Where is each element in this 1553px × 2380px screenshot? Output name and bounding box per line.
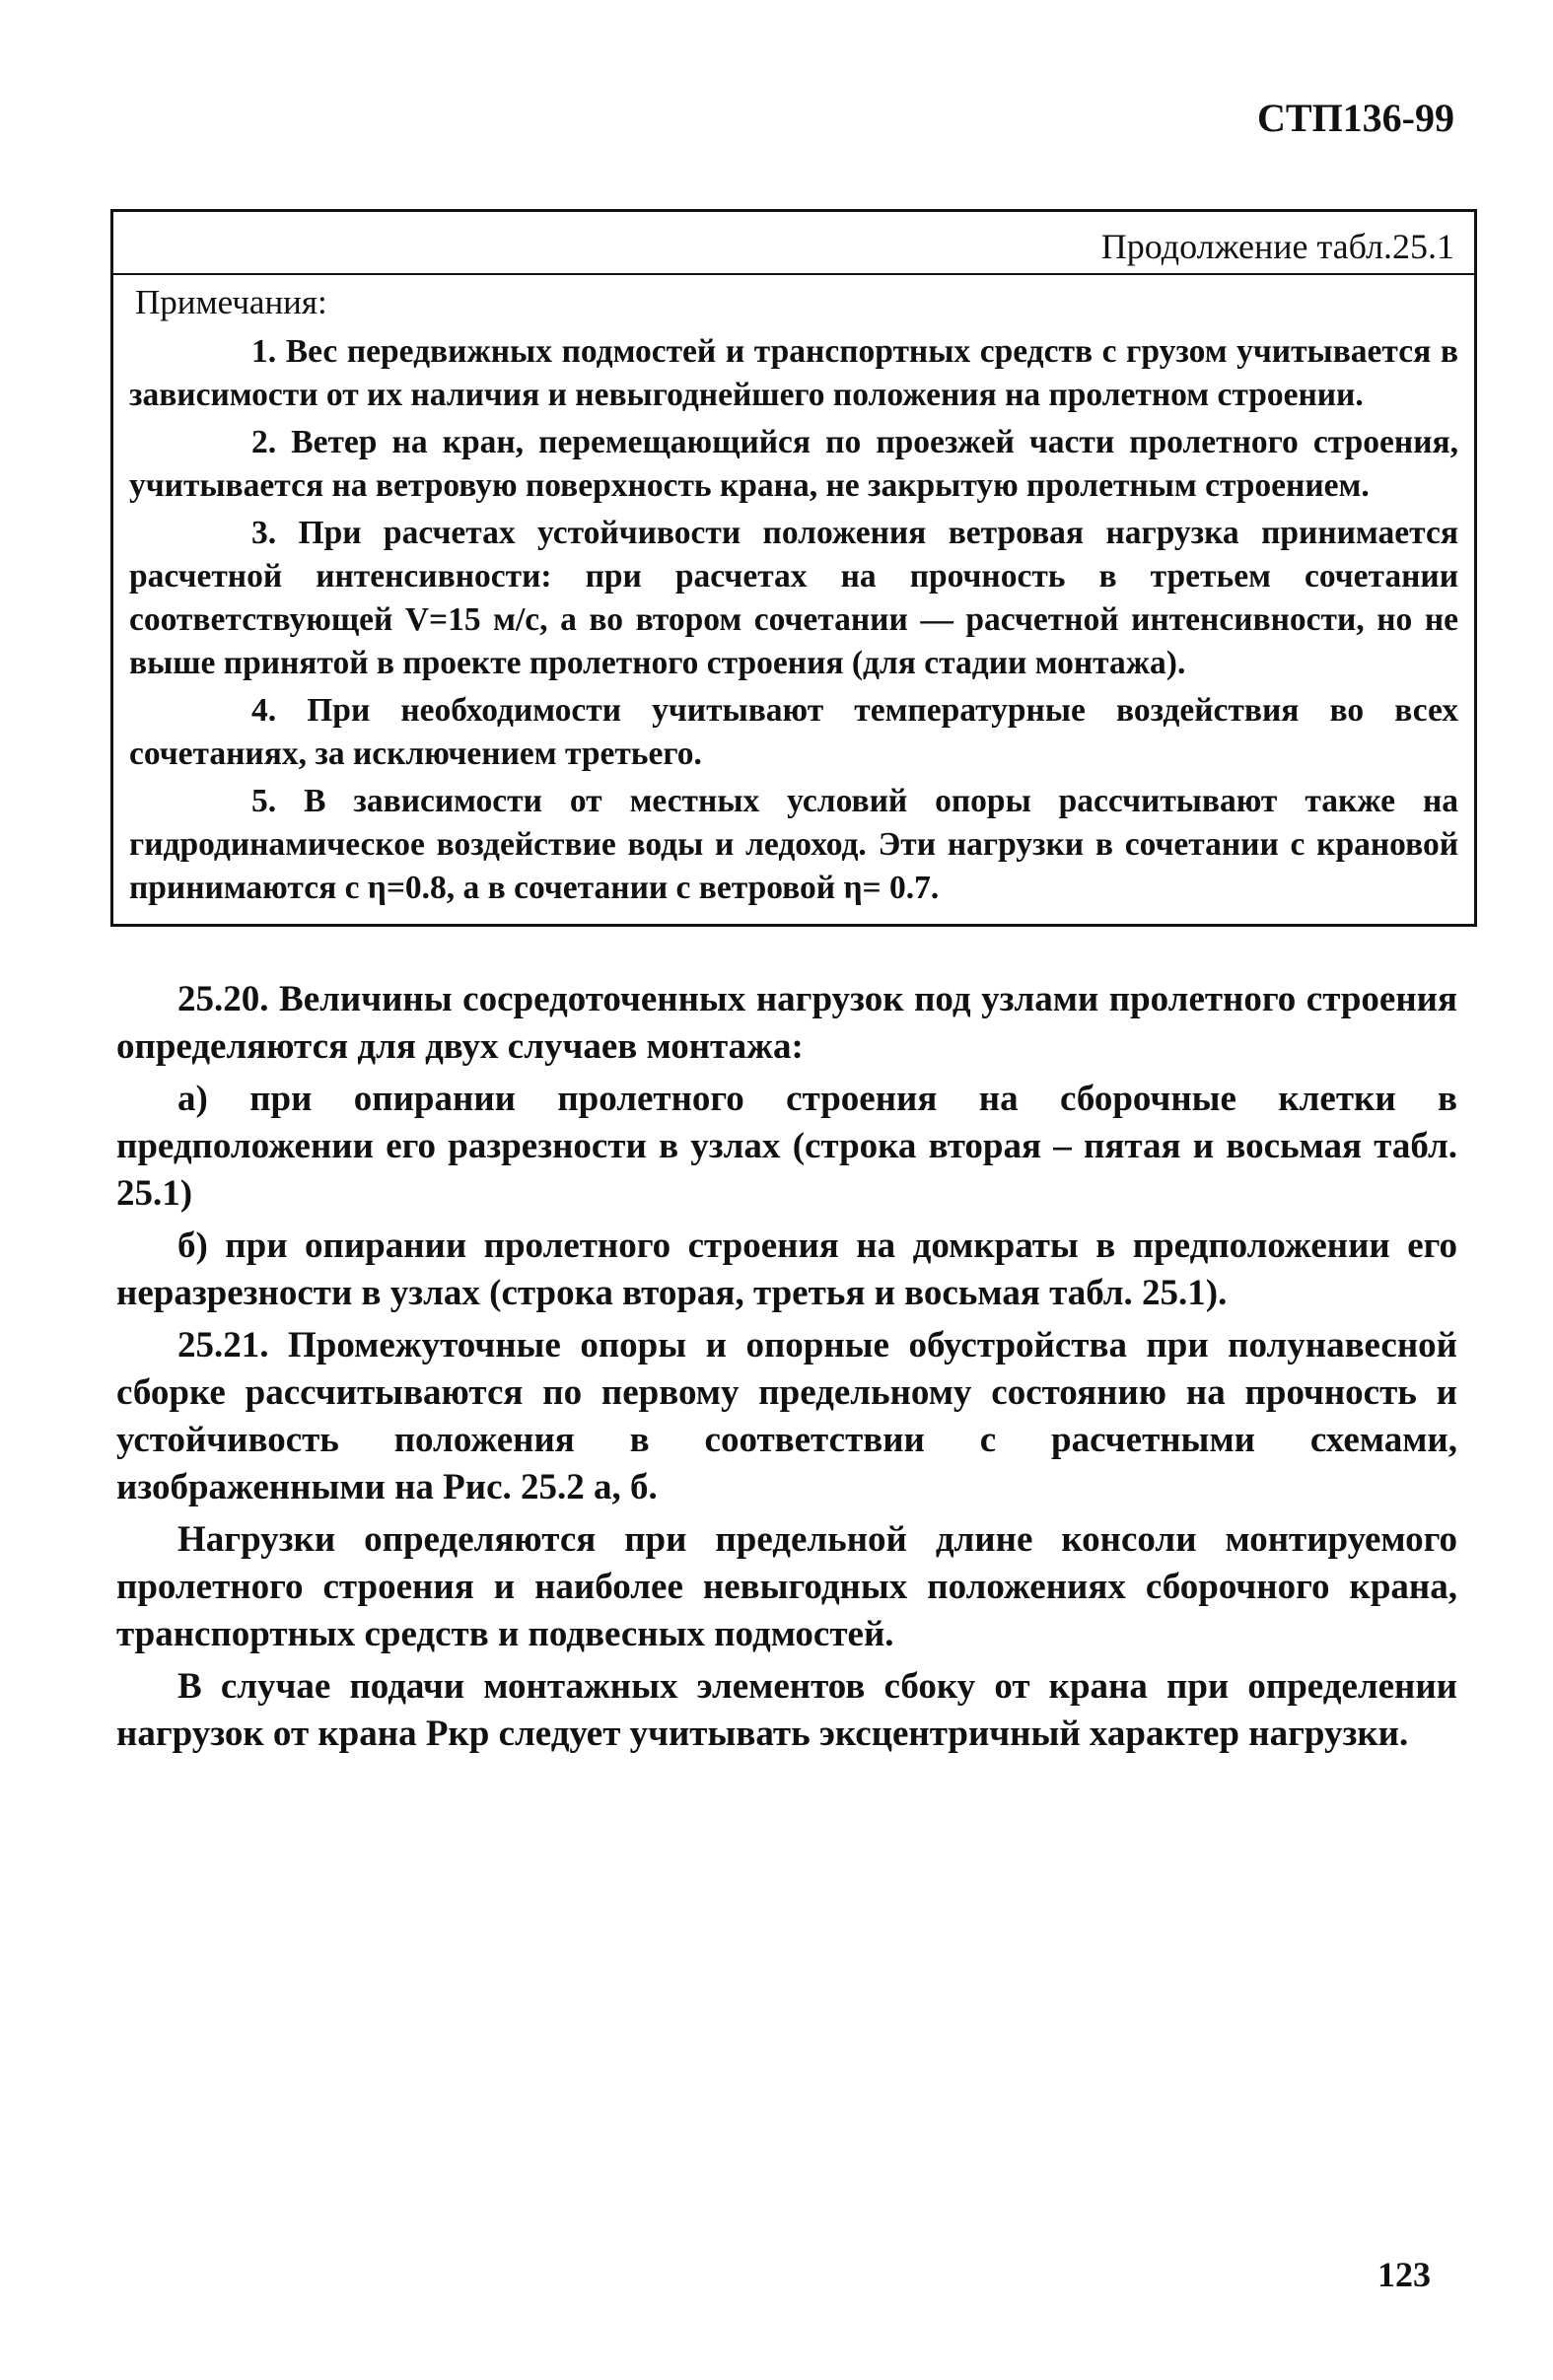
document-code: СТП136-99 <box>1257 96 1454 140</box>
paragraph-case-b: б) при опирании пролетного строения на домкраты в предположении его неразрезности в узлах (строка вторая, третья и восьмая табл. 25.1). <box>116 1225 1457 1313</box>
page-number: 123 <box>1377 2255 1431 2294</box>
paragraph-case-a: а) при опирании пролетного строения на сборочные клетки в предположении его разрезности в узлах (строка вторая – пятая и восьмая табл. 25.1) <box>116 1079 1457 1214</box>
paragraph-25-21: 25.21. Промежуточные опоры и опорные обустройства при полунавесной сборке рассчитываются по первому предельному состоянию на прочность и устойчивость положения в соответствии с расчетными схемами, изображенными на Рис. 25.2 а, б. <box>116 1325 1457 1507</box>
notes-table <box>110 209 1477 927</box>
notes-heading: Примечания: <box>135 283 327 321</box>
paragraph-crane-eccentricity: В случае подачи монтажных элементов сбоку от крана при определении нагрузок от крана Ркр следует учитывать эксцентричный характер нагрузки. <box>116 1666 1457 1754</box>
note-3: 3. При расчетах устойчивости положения ветровая нагрузка принимается расчетной интенсивности: при расчетах на прочность в третьем сочетании соответствующей V=15 м/с, а во втором сочетании — расчетной интенсивности, но не выше принятой в проекте пролетного строения (для стадии монтажа). <box>129 515 1458 681</box>
paragraph-loads: Нагрузки определяются при предельной длине консоли монтируемого пролетного строения и наиболее невыгодных положениях сборочного крана, транспортных средств и подвесных подмостей. <box>116 1519 1457 1654</box>
note-1: 1. Вес передвижных подмостей и транспортных средств с грузом учитывается в зависимости от их наличия и невыгоднейшего положения на пролетном строении. <box>129 333 1458 413</box>
table-continuation-caption: Продолжение табл.25.1 <box>113 212 1474 275</box>
paragraph-25-20: 25.20. Величины сосредоточенных нагрузок под узлами пролетного строения определяются для двух случаев монтажа: <box>116 979 1457 1067</box>
main-text <box>116 976 1457 1763</box>
note-2: 2. Ветер на кран, перемещающийся по проезжей части пролетного строения, учитывается на ветровую поверхность крана, не закрытую пролетным строением. <box>129 424 1458 504</box>
note-4: 4. При необходимости учитывают температурные воздействия во всех сочетаниях, за исключением третьего. <box>129 692 1458 772</box>
notes-body <box>113 275 1474 924</box>
note-5: 5. В зависимости от местных условий опоры рассчитывают также на гидродинамическое воздействие воды и ледоход. Эти нагрузки в сочетании с крановой принимаются с η=0.8, а в сочетании с ветровой η= 0.7. <box>129 783 1458 906</box>
